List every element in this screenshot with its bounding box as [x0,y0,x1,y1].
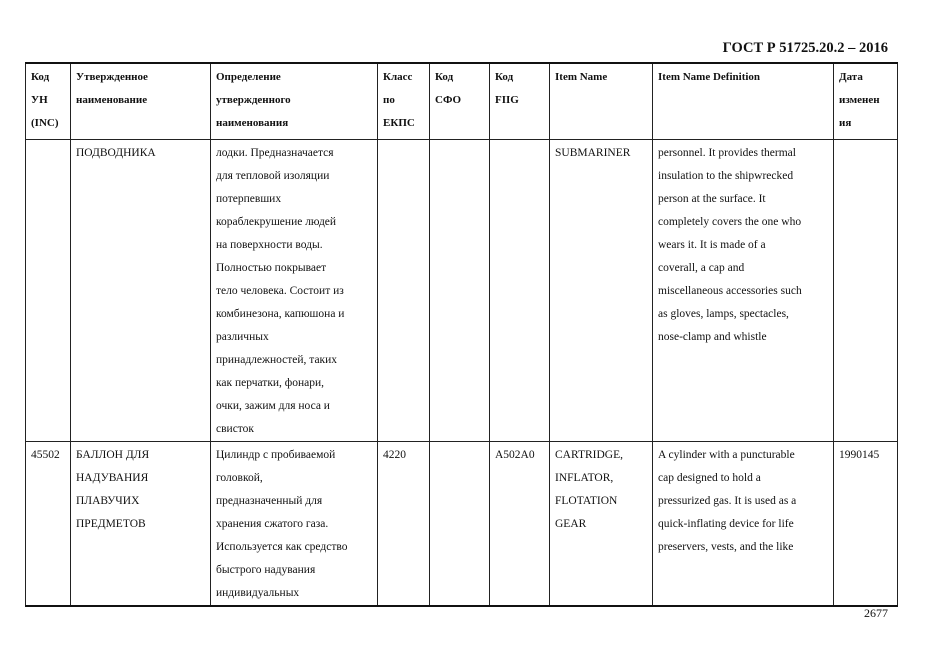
cell-line: ПРЕДМЕТОВ [76,517,146,530]
cell-line: Код [435,71,454,83]
table-row [26,139,898,441]
cell-line: как перчатки, фонари, [216,376,325,389]
header-cell [834,63,898,139]
table-cell [430,441,490,606]
cell-line: Цилиндр с пробиваемой [216,448,336,461]
header-cell [211,63,378,139]
table-cell [653,139,834,441]
cell-line: головкой, [216,471,263,484]
table-cell [26,139,71,441]
document-title: ГОСТ Р 51725.20.2 – 2016 [722,40,888,56]
cell-line: SUBMARINER [555,146,631,159]
cell-line: Утвержденное [76,71,148,83]
cell-line: 45502 [31,448,60,461]
table-cell [430,139,490,441]
cell-line: person at the surface. It [658,192,766,205]
cell-line: personnel. It provides thermal [658,146,796,159]
cell-line: Item Name [555,71,608,83]
cell-line: wears it. It is made of a [658,238,766,251]
cell-line: CARTRIDGE, [555,448,623,461]
cell-line: Используется как средство [216,540,348,553]
cell-line: Полностью покрывает [216,261,327,274]
cell-line: предназначенный для [216,494,323,507]
table-cell [834,441,898,606]
header-cell [490,63,550,139]
cell-line: утвержденного [216,94,291,106]
cell-line: ПЛАВУЧИХ [76,494,140,507]
table-cell [211,139,378,441]
cell-line: Item Name Definition [658,71,761,83]
cell-line: лодки. Предназначается [216,146,334,159]
cell-line: (INC) [31,117,59,129]
table-cell [550,441,653,606]
cell-line: хранения сжатого газа. [216,517,329,530]
cell-line: БАЛЛОН ДЛЯ [76,448,150,461]
cell-line: nose-clamp and whistle [658,330,767,343]
cell-line: as gloves, lamps, spectacles, [658,307,789,320]
table-cell [550,139,653,441]
data-table [25,62,898,607]
table-cell [653,441,834,606]
cell-line: insulation to the shipwrecked [658,169,794,182]
header-row [26,63,898,139]
table-cell [378,139,430,441]
cell-line: miscellaneous accessories such [658,284,802,297]
cell-line: на поверхности воды. [216,238,323,251]
cell-line: FIIG [495,94,519,106]
cell-line: pressurized gas. It is used as a [658,494,797,507]
cell-line: preservers, vests, and the like [658,540,794,553]
cell-line: A cylinder with a puncturable [658,448,795,461]
cell-line: INFLATOR, [555,471,614,484]
cell-line: потерпевших [216,192,282,205]
cell-line: УН [31,94,48,106]
cell-line: coverall, a cap and [658,261,745,274]
header-cell [430,63,490,139]
cell-line: GEAR [555,517,587,530]
cell-line: ЕКПС [383,117,415,129]
cell-line: СФО [435,94,462,106]
table-cell [378,441,430,606]
header-cell [378,63,430,139]
table-row [26,441,898,606]
cell-line: различных [216,330,269,343]
cell-line: Определение [216,71,281,83]
cell-line: тело человека. Состоит из [216,284,344,297]
cell-line: комбинезона, капюшона и [216,307,345,320]
cell-line: ПОДВОДНИКА [76,146,156,159]
cell-line: по [383,94,395,106]
table-cell [834,139,898,441]
cell-line: кораблекрушение людей [216,215,337,228]
cell-line: НАДУВАНИЯ [76,471,149,484]
cell-line: быстрого надувания [216,563,316,576]
cell-line: наименование [76,94,148,106]
header-cell [26,63,71,139]
cell-line: очки, зажим для носа и [216,399,330,412]
cell-line: A502A0 [495,448,535,461]
table-cell [490,441,550,606]
cell-line: FLOTATION [555,494,618,507]
table-cell [26,441,71,606]
cell-line: quick-inflating device for life [658,517,794,530]
cell-line: cap designed to hold a [658,471,761,484]
table-cell [71,441,211,606]
table-cell [211,441,378,606]
table-cell [71,139,211,441]
cell-line: ия [839,117,852,129]
cell-line: completely covers the one who [658,215,802,228]
cell-line: свисток [216,422,255,435]
cell-line: изменен [839,94,880,106]
cell-line: Код [495,71,514,83]
cell-line: Класс [383,71,413,83]
header-cell [550,63,653,139]
cell-line: Код [31,71,50,83]
page-number: 2677 [864,606,888,620]
cell-line: индивидуальных [216,586,300,599]
cell-line: 1990145 [839,448,880,461]
cell-line: для тепловой изоляции [216,169,330,182]
header-cell [71,63,211,139]
cell-line: Дата [839,71,863,83]
header-cell [653,63,834,139]
cell-line: принадлежностей, таких [216,353,338,366]
table-cell [490,139,550,441]
cell-line: 4220 [383,448,406,461]
cell-line: наименования [216,117,289,129]
